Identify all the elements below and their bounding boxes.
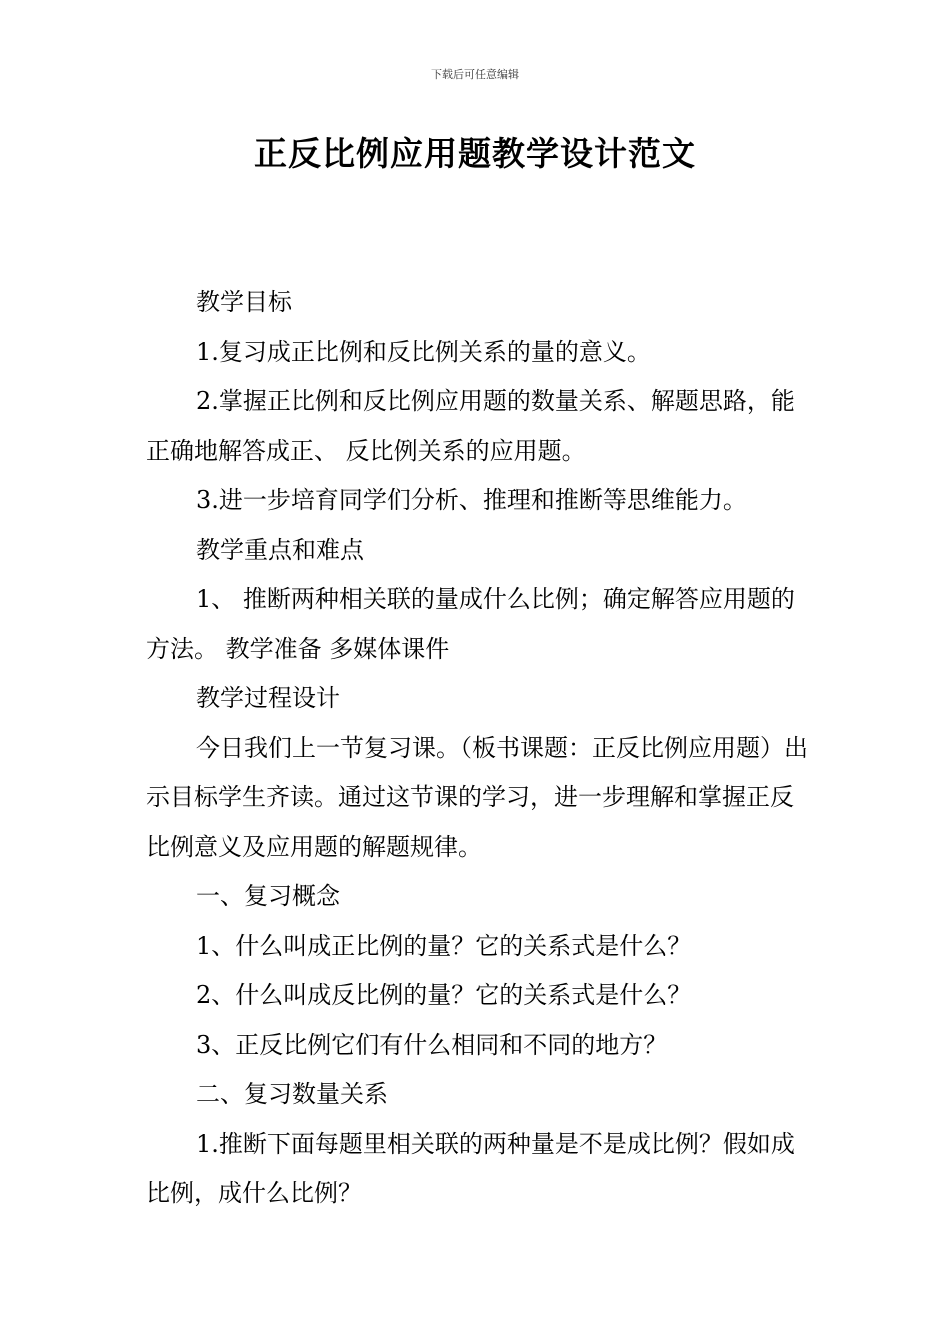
document-body — [146, 278, 810, 1219]
header-note: 下载后可任意编辑 — [431, 68, 519, 81]
paragraph-question-3: 3、正反比例它们有什么相同和不同的地方？ — [196, 1030, 668, 1059]
paragraph-exercise-1: 1.推断下面每题里相关联的两种量是不是成比例？假如成比例，成什么比例？ — [146, 1129, 795, 1207]
paragraph-heading-process: 教学过程设计 — [196, 684, 340, 712]
paragraph-section-2-heading: 二、复习数量关系 — [196, 1080, 388, 1108]
paragraph-intro: 今日我们上一节复习课。（板书课题：正反比例应用题）出示目标学生齐读。通过这节课的学习，进一步理解和掌握正反比例意义及应用题的解题规律。 — [146, 733, 808, 861]
document-title: 正反比例应用题教学设计范文 — [254, 134, 696, 173]
paragraph-goal-1: 1.复习成正比例和反比例关系的量的意义。 — [196, 337, 651, 366]
paragraph-question-1: 1、什么叫成正比例的量？它的关系式是什么？ — [196, 931, 692, 960]
paragraph-goal-3: 3.进一步培育同学们分析、推理和推断等思维能力。 — [196, 486, 747, 514]
paragraph-goal-2: 2.掌握正比例和反比例应用题的数量关系、解题思路，能正确地解答成正、 反比例关系的应用题。 — [146, 387, 795, 465]
paragraph-heading-key-points: 教学重点和难点 — [196, 535, 364, 564]
paragraph-question-2: 2、什么叫成反比例的量？它的关系式是什么？ — [196, 981, 692, 1009]
paragraph-section-1-heading: 一、复习概念 — [196, 882, 340, 910]
paragraph-heading-teaching-goals: 教学目标 — [196, 288, 292, 316]
paragraph-key-point-1: 1、 推断两种相关联的量成什么比例；确定解答应用题的方法。 教学准备 多媒体课件 — [146, 585, 795, 663]
